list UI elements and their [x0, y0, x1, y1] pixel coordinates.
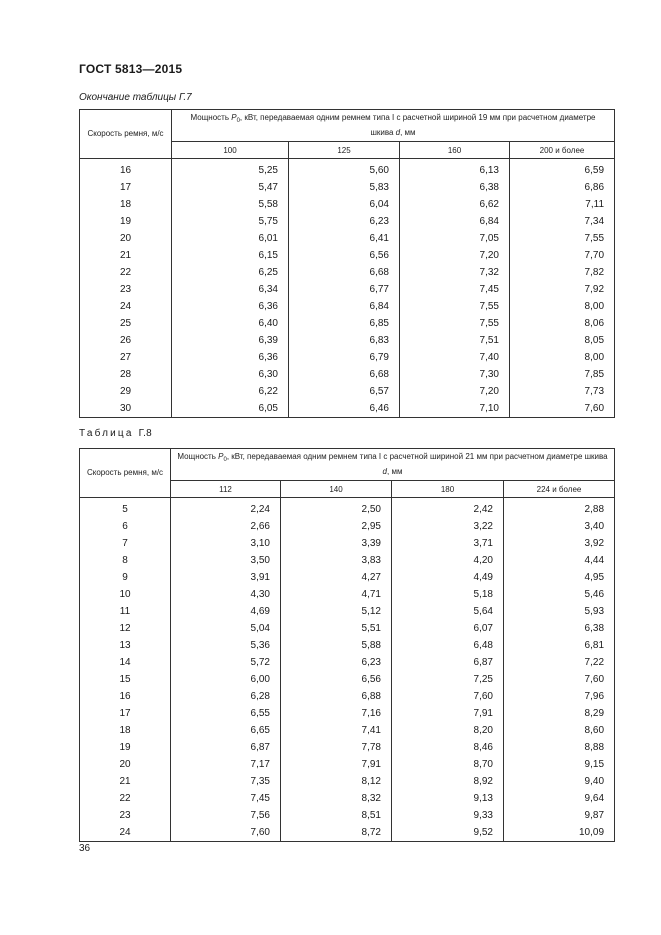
- power-value-cell: 8,46: [392, 739, 504, 756]
- power-value-cell: 6,79: [289, 349, 400, 366]
- power-value-cell: 5,12: [281, 603, 392, 620]
- power-value-cell: 6,38: [400, 179, 510, 196]
- table7-caption: Окончание таблицы Г.7: [79, 92, 192, 103]
- power-value-cell: 6,34: [172, 281, 289, 298]
- speed-cell: 20: [80, 756, 171, 773]
- power-value-cell: 5,64: [392, 603, 504, 620]
- power-value-cell: 9,87: [504, 807, 615, 824]
- power-value-cell: 7,51: [400, 332, 510, 349]
- power-value-cell: 7,73: [510, 383, 615, 400]
- power-value-cell: 8,32: [281, 790, 392, 807]
- table-row: [80, 400, 615, 418]
- power-subscript: 0: [236, 118, 240, 124]
- power-value-cell: 4,44: [504, 552, 615, 569]
- table-row: [80, 620, 615, 637]
- speed-cell: 19: [80, 739, 171, 756]
- table-row: [80, 298, 615, 315]
- power-value-cell: 7,91: [392, 705, 504, 722]
- table-row: [80, 159, 615, 180]
- power-column-header: [172, 110, 615, 142]
- power-value-cell: 8,51: [281, 807, 392, 824]
- power-value-cell: 3,39: [281, 535, 392, 552]
- speed-cell: 11: [80, 603, 171, 620]
- power-value-cell: 7,20: [400, 383, 510, 400]
- power-value-cell: 6,81: [504, 637, 615, 654]
- power-value-cell: 7,60: [504, 671, 615, 688]
- power-value-cell: 5,72: [171, 654, 281, 671]
- power-value-cell: 7,32: [400, 264, 510, 281]
- document-title: ГОСТ 5813—2015: [79, 62, 183, 76]
- power-value-cell: 6,40: [172, 315, 289, 332]
- table-row: [80, 671, 615, 688]
- power-value-cell: 4,20: [392, 552, 504, 569]
- power-value-cell: 6,38: [504, 620, 615, 637]
- power-value-cell: 6,62: [400, 196, 510, 213]
- table-row: [80, 518, 615, 535]
- power-value-cell: 3,71: [392, 535, 504, 552]
- speed-cell: 5: [80, 498, 171, 519]
- power-value-cell: 6,39: [172, 332, 289, 349]
- power-value-cell: 5,75: [172, 213, 289, 230]
- speed-cell: 20: [80, 230, 172, 247]
- power-value-cell: 9,64: [504, 790, 615, 807]
- power-value-cell: 7,45: [171, 790, 281, 807]
- power-value-cell: 6,30: [172, 366, 289, 383]
- diameter-column-header: 112: [171, 481, 281, 498]
- power-header-pre: Мощность: [190, 113, 232, 122]
- table-row: [80, 552, 615, 569]
- power-value-cell: 7,85: [510, 366, 615, 383]
- power-value-cell: 7,40: [400, 349, 510, 366]
- power-value-cell: 6,07: [392, 620, 504, 637]
- power-value-cell: 7,60: [510, 400, 615, 418]
- diameter-column-header: 200 и более: [510, 142, 615, 159]
- page-number: 36: [79, 843, 91, 854]
- table-row: [80, 247, 615, 264]
- power-value-cell: 6,77: [289, 281, 400, 298]
- power-value-cell: 6,36: [172, 298, 289, 315]
- power-value-cell: 6,87: [392, 654, 504, 671]
- power-value-cell: 9,33: [392, 807, 504, 824]
- table-row: [80, 586, 615, 603]
- power-value-cell: 6,84: [400, 213, 510, 230]
- power-value-cell: 8,88: [504, 739, 615, 756]
- table-row: [80, 790, 615, 807]
- power-value-cell: 6,65: [171, 722, 281, 739]
- power-value-cell: 7,96: [504, 688, 615, 705]
- speed-cell: 17: [80, 705, 171, 722]
- power-value-cell: 7,22: [504, 654, 615, 671]
- power-value-cell: 2,24: [171, 498, 281, 519]
- power-symbol: P: [218, 452, 224, 461]
- power-value-cell: 7,60: [392, 688, 504, 705]
- speed-cell: 23: [80, 281, 172, 298]
- power-value-cell: 6,28: [171, 688, 281, 705]
- power-value-cell: 8,20: [392, 722, 504, 739]
- power-value-cell: 6,55: [171, 705, 281, 722]
- power-value-cell: 6,22: [172, 383, 289, 400]
- power-value-cell: 6,23: [281, 654, 392, 671]
- table-row: [80, 807, 615, 824]
- power-value-cell: 9,15: [504, 756, 615, 773]
- power-value-cell: 6,84: [289, 298, 400, 315]
- power-value-cell: 8,92: [392, 773, 504, 790]
- speed-cell: 22: [80, 264, 172, 281]
- power-value-cell: 3,92: [504, 535, 615, 552]
- speed-cell: 24: [80, 298, 172, 315]
- power-value-cell: 6,48: [392, 637, 504, 654]
- diameter-symbol: d: [395, 128, 401, 137]
- power-value-cell: 6,88: [281, 688, 392, 705]
- power-value-cell: 4,69: [171, 603, 281, 620]
- table-row: [80, 824, 615, 842]
- speed-cell: 6: [80, 518, 171, 535]
- power-value-cell: 6,00: [171, 671, 281, 688]
- table-row: [80, 264, 615, 281]
- table-row: [80, 773, 615, 790]
- speed-column-header: Скорость ремня, м/с: [80, 449, 171, 498]
- speed-cell: 15: [80, 671, 171, 688]
- power-value-cell: 4,49: [392, 569, 504, 586]
- table-row: [80, 637, 615, 654]
- power-value-cell: 9,40: [504, 773, 615, 790]
- table-row: [80, 603, 615, 620]
- table-row: [80, 281, 615, 298]
- diameter-symbol: d: [382, 467, 387, 476]
- table-row: [80, 332, 615, 349]
- power-value-cell: 6,23: [289, 213, 400, 230]
- table-row: [80, 230, 615, 247]
- table-row: [80, 654, 615, 671]
- diameter-column-header: 100: [172, 142, 289, 159]
- power-value-cell: 7,55: [400, 315, 510, 332]
- diameter-column-header: 140: [281, 481, 392, 498]
- power-value-cell: 6,83: [289, 332, 400, 349]
- speed-cell: 16: [80, 688, 171, 705]
- table-row: [80, 383, 615, 400]
- speed-cell: 29: [80, 383, 172, 400]
- power-value-cell: 7,78: [281, 739, 392, 756]
- power-value-cell: 6,59: [510, 159, 615, 180]
- speed-cell: 16: [80, 159, 172, 180]
- table-row: [80, 739, 615, 756]
- table-g8: [79, 448, 615, 842]
- power-value-cell: 7,34: [510, 213, 615, 230]
- power-value-cell: 5,25: [172, 159, 289, 180]
- speed-cell: 21: [80, 247, 172, 264]
- speed-cell: 28: [80, 366, 172, 383]
- power-value-cell: 3,10: [171, 535, 281, 552]
- power-value-cell: 8,70: [392, 756, 504, 773]
- table-row: [80, 213, 615, 230]
- power-value-cell: 9,13: [392, 790, 504, 807]
- speed-cell: 24: [80, 824, 171, 842]
- speed-cell: 26: [80, 332, 172, 349]
- table8-caption-number: Г.8: [138, 428, 153, 439]
- table-row: [80, 196, 615, 213]
- power-value-cell: 9,52: [392, 824, 504, 842]
- diameter-column-header: 180: [392, 481, 504, 498]
- power-value-cell: 6,68: [289, 264, 400, 281]
- speed-cell: 14: [80, 654, 171, 671]
- power-value-cell: 4,30: [171, 586, 281, 603]
- power-value-cell: 3,22: [392, 518, 504, 535]
- speed-cell: 19: [80, 213, 172, 230]
- power-value-cell: 3,83: [281, 552, 392, 569]
- speed-cell: 12: [80, 620, 171, 637]
- table-row: [80, 498, 615, 519]
- power-value-cell: 7,91: [281, 756, 392, 773]
- power-header-unit: , мм: [400, 128, 416, 137]
- power-value-cell: 8,60: [504, 722, 615, 739]
- power-value-cell: 7,05: [400, 230, 510, 247]
- power-header-post: , кВт, передаваемая одним ремнем типа I с расчетной шириной 21 мм при расчетном диаметре шкива: [226, 452, 608, 461]
- power-symbol: P: [231, 113, 237, 122]
- power-value-cell: 8,00: [510, 298, 615, 315]
- table-g7: [79, 109, 615, 418]
- power-value-cell: 2,42: [392, 498, 504, 519]
- speed-cell: 13: [80, 637, 171, 654]
- power-value-cell: 4,27: [281, 569, 392, 586]
- power-value-cell: 8,29: [504, 705, 615, 722]
- power-value-cell: 2,95: [281, 518, 392, 535]
- power-value-cell: 7,60: [171, 824, 281, 842]
- power-value-cell: 6,04: [289, 196, 400, 213]
- power-value-cell: 2,50: [281, 498, 392, 519]
- power-value-cell: 6,13: [400, 159, 510, 180]
- speed-cell: 7: [80, 535, 171, 552]
- power-value-cell: 5,58: [172, 196, 289, 213]
- power-value-cell: 6,41: [289, 230, 400, 247]
- table-row: [80, 349, 615, 366]
- power-value-cell: 4,71: [281, 586, 392, 603]
- power-value-cell: 7,11: [510, 196, 615, 213]
- power-value-cell: 6,36: [172, 349, 289, 366]
- power-value-cell: 7,20: [400, 247, 510, 264]
- speed-cell: 17: [80, 179, 172, 196]
- table-row: [80, 179, 615, 196]
- power-value-cell: 6,86: [510, 179, 615, 196]
- power-value-cell: 5,88: [281, 637, 392, 654]
- power-value-cell: 5,36: [171, 637, 281, 654]
- table-row: [80, 569, 615, 586]
- table-row: [80, 688, 615, 705]
- power-value-cell: 2,66: [171, 518, 281, 535]
- power-value-cell: 5,04: [171, 620, 281, 637]
- power-value-cell: 7,25: [392, 671, 504, 688]
- power-value-cell: 7,10: [400, 400, 510, 418]
- power-value-cell: 7,35: [171, 773, 281, 790]
- power-value-cell: 8,05: [510, 332, 615, 349]
- diameter-column-header: 160: [400, 142, 510, 159]
- power-value-cell: 6,56: [289, 247, 400, 264]
- table-row: [80, 722, 615, 739]
- power-value-cell: 2,88: [504, 498, 615, 519]
- power-value-cell: 7,56: [171, 807, 281, 824]
- power-value-cell: 3,40: [504, 518, 615, 535]
- diameter-column-header: 125: [289, 142, 400, 159]
- table-row: [80, 705, 615, 722]
- speed-column-header: Скорость ремня, м/с: [80, 110, 172, 159]
- power-value-cell: 6,46: [289, 400, 400, 418]
- power-value-cell: 7,82: [510, 264, 615, 281]
- table-row: [80, 535, 615, 552]
- speed-cell: 8: [80, 552, 171, 569]
- power-value-cell: 7,92: [510, 281, 615, 298]
- power-value-cell: 6,56: [281, 671, 392, 688]
- power-value-cell: 8,06: [510, 315, 615, 332]
- power-value-cell: 6,57: [289, 383, 400, 400]
- table8-caption: [79, 428, 152, 439]
- power-header-pre: Мощность: [177, 452, 219, 461]
- power-value-cell: 8,12: [281, 773, 392, 790]
- speed-cell: 22: [80, 790, 171, 807]
- power-value-cell: 7,16: [281, 705, 392, 722]
- speed-cell: 30: [80, 400, 172, 418]
- power-value-cell: 6,01: [172, 230, 289, 247]
- power-value-cell: 7,30: [400, 366, 510, 383]
- speed-cell: 27: [80, 349, 172, 366]
- table-row: [80, 315, 615, 332]
- power-value-cell: 7,55: [510, 230, 615, 247]
- power-value-cell: 6,25: [172, 264, 289, 281]
- power-header-post: , кВт, передаваемая одним ремнем типа I с расчетной шириной 19 мм при расчетном диаметре шкива: [239, 113, 596, 137]
- power-subscript: 0: [223, 457, 227, 463]
- power-value-cell: 6,15: [172, 247, 289, 264]
- power-value-cell: 4,95: [504, 569, 615, 586]
- power-value-cell: 3,91: [171, 569, 281, 586]
- table-row: [80, 366, 615, 383]
- power-value-cell: 7,45: [400, 281, 510, 298]
- speed-cell: 23: [80, 807, 171, 824]
- power-value-cell: 6,05: [172, 400, 289, 418]
- diameter-column-header: 224 и более: [504, 481, 615, 498]
- speed-cell: 9: [80, 569, 171, 586]
- table-row: [80, 756, 615, 773]
- speed-cell: 10: [80, 586, 171, 603]
- power-column-header: [171, 449, 615, 481]
- power-value-cell: 5,93: [504, 603, 615, 620]
- speed-cell: 18: [80, 722, 171, 739]
- power-value-cell: 5,60: [289, 159, 400, 180]
- power-value-cell: 7,41: [281, 722, 392, 739]
- speed-cell: 21: [80, 773, 171, 790]
- power-value-cell: 8,00: [510, 349, 615, 366]
- power-value-cell: 3,50: [171, 552, 281, 569]
- power-value-cell: 5,46: [504, 586, 615, 603]
- speed-cell: 25: [80, 315, 172, 332]
- power-header-unit: , мм: [387, 467, 403, 476]
- power-value-cell: 7,17: [171, 756, 281, 773]
- power-value-cell: 7,55: [400, 298, 510, 315]
- power-value-cell: 7,70: [510, 247, 615, 264]
- power-value-cell: 8,72: [281, 824, 392, 842]
- power-value-cell: 6,68: [289, 366, 400, 383]
- table8-caption-word: Таблица: [79, 428, 134, 439]
- power-value-cell: 10,09: [504, 824, 615, 842]
- power-value-cell: 6,87: [171, 739, 281, 756]
- power-value-cell: 5,18: [392, 586, 504, 603]
- power-value-cell: 6,85: [289, 315, 400, 332]
- power-value-cell: 5,47: [172, 179, 289, 196]
- power-value-cell: 5,51: [281, 620, 392, 637]
- power-value-cell: 5,83: [289, 179, 400, 196]
- speed-cell: 18: [80, 196, 172, 213]
